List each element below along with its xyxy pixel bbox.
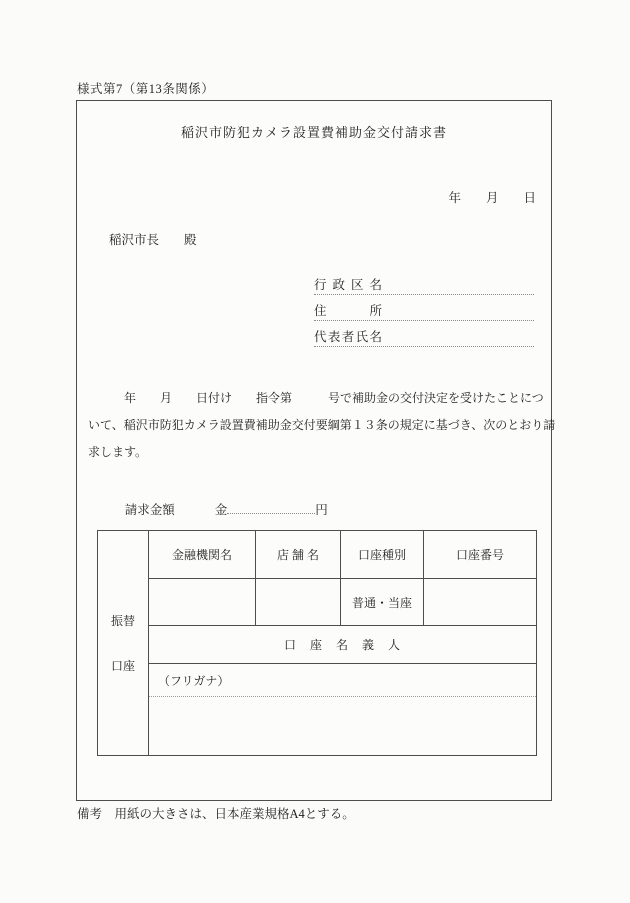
account-holder-header-row bbox=[98, 626, 537, 664]
branch-name-cell bbox=[256, 579, 341, 626]
amount-blank-field bbox=[227, 500, 315, 514]
district-name-label: 行政区名 bbox=[314, 278, 382, 292]
account-holder-row bbox=[98, 664, 537, 756]
body-line-1: 年 月 日付け 指令第 号で補助金の交付決定を受けたことにつ bbox=[88, 391, 544, 405]
col-header-account-type: 口座種別 bbox=[341, 531, 424, 579]
account-holder-cell bbox=[149, 664, 537, 756]
addressee-line: 稲沢市長 殿 bbox=[109, 233, 197, 247]
form-code: 様式第7（第13条関係） bbox=[77, 82, 215, 96]
remarks-note: 備考 用紙の大きさは、日本産業規格A4とする。 bbox=[77, 807, 355, 821]
account-type-cell: 普通・当座 bbox=[341, 579, 424, 626]
bank-name-cell bbox=[149, 579, 256, 626]
furigana-label: （フリガナ） bbox=[149, 664, 536, 697]
col-header-account-number: 口座番号 bbox=[424, 531, 537, 579]
claim-amount-line bbox=[106, 485, 328, 533]
side-label-top: 振替 bbox=[110, 613, 135, 628]
account-holder-blank-space bbox=[149, 697, 536, 755]
table-entry-row bbox=[98, 579, 537, 626]
body-line-3: 求します。 bbox=[88, 445, 148, 459]
applicant-fields bbox=[314, 269, 534, 347]
form-border-box bbox=[76, 100, 556, 801]
transfer-account-table bbox=[97, 530, 537, 756]
col-header-bank: 金融機関名 bbox=[149, 531, 256, 579]
account-number-cell bbox=[424, 579, 537, 626]
amount-suffix: 円 bbox=[315, 503, 328, 517]
form-title: 稲沢市防犯カメラ設置費補助金交付請求書 bbox=[180, 125, 447, 140]
body-line-2: いて、稲沢市防犯カメラ設置費補助金交付要綱第１３条の規定に基づき、次のとおり請 bbox=[88, 418, 556, 432]
col-header-branch: 店 舗 名 bbox=[256, 531, 341, 579]
side-label-bottom: 口座 bbox=[110, 658, 135, 673]
address-label: 住所 bbox=[314, 304, 382, 318]
amount-prefix: 金 bbox=[214, 503, 228, 517]
request-body-text bbox=[88, 385, 556, 466]
representative-name-field bbox=[314, 321, 534, 347]
representative-name-label: 代表者氏名 bbox=[314, 330, 382, 344]
address-field bbox=[314, 295, 534, 321]
table-header-row bbox=[98, 531, 537, 579]
date-line: 年 月 日 bbox=[448, 191, 536, 205]
side-header-cell bbox=[98, 531, 149, 756]
account-holder-header-cell: 口 座 名 義 人 bbox=[149, 626, 537, 664]
claim-amount-label: 請求金額 bbox=[124, 503, 175, 517]
district-name-field bbox=[314, 269, 534, 295]
